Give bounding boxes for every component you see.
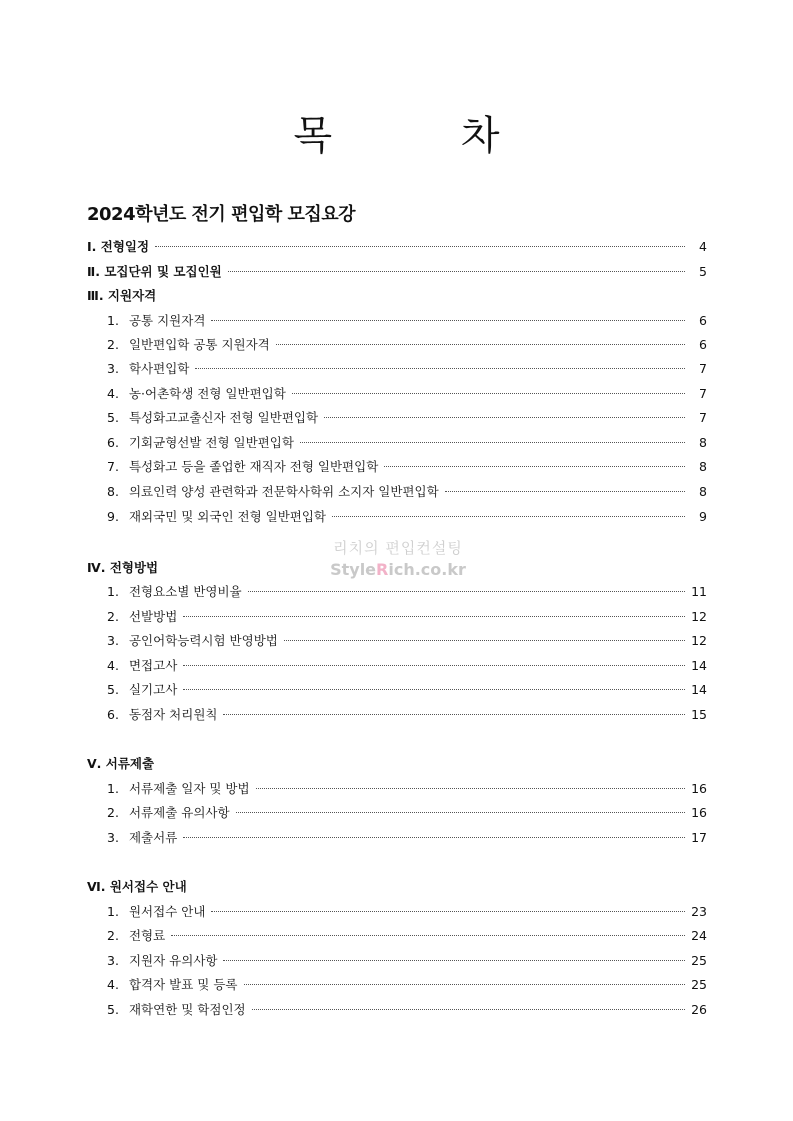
dot-leader: [171, 934, 685, 936]
toc-page-number: 17: [691, 830, 707, 845]
document-heading: 2024학년도 전기 편입학 모집요강: [87, 204, 356, 225]
toc-label: 1. 공통 지원자격: [107, 313, 206, 328]
dot-leader: [155, 245, 685, 247]
dot-leader: [292, 392, 685, 394]
toc-item[interactable]: [107, 408, 707, 428]
dot-leader: [211, 319, 685, 321]
toc-page-number: 25: [691, 953, 707, 968]
toc-label: 7. 특성화고 등을 졸업한 재직자 전형 일반편입학: [107, 459, 379, 474]
toc-item[interactable]: [107, 951, 707, 971]
dot-leader: [183, 615, 685, 617]
dot-leader: [300, 441, 685, 443]
dot-leader: [236, 811, 685, 813]
dot-leader: [244, 983, 685, 985]
toc-label: Ⅳ. 전형방법: [87, 560, 159, 575]
toc-page-number: 24: [691, 928, 707, 943]
toc-page-number: 9: [699, 509, 707, 524]
toc-label: 1. 서류제출 일자 및 방법: [107, 781, 250, 796]
toc-page-number: 25: [691, 977, 707, 992]
toc-label: 6. 동점자 처리원칙: [107, 707, 218, 722]
toc-item[interactable]: [107, 656, 707, 676]
dot-leader: [256, 787, 685, 789]
toc-item[interactable]: [107, 803, 707, 823]
toc-item[interactable]: [107, 1000, 707, 1020]
toc-page-number: 14: [691, 658, 707, 673]
toc-label: 1. 원서접수 안내: [107, 904, 206, 919]
toc-item[interactable]: [107, 582, 707, 602]
toc-label: 4. 합격자 발표 및 등록: [107, 977, 238, 992]
toc-page-number: 12: [691, 609, 707, 624]
toc-label: 3. 학사편입학: [107, 361, 190, 376]
toc-item[interactable]: [107, 457, 707, 477]
dot-leader: [332, 515, 685, 517]
toc-label: 2. 일반편입학 공통 지원자격: [107, 337, 270, 352]
dot-leader: [223, 713, 685, 715]
toc-page-number: 14: [691, 682, 707, 697]
toc-page-number: 6: [699, 337, 707, 352]
toc-label: 5. 특성화고교출신자 전형 일반편입학: [107, 410, 319, 425]
toc-section-schedule[interactable]: [87, 237, 707, 257]
dot-leader: [324, 416, 685, 418]
toc-item[interactable]: [107, 335, 707, 355]
toc-label: 3. 공인어학능력시험 반영방법: [107, 633, 278, 648]
toc-item[interactable]: [107, 926, 707, 946]
dot-leader: [183, 664, 685, 666]
toc-page-number: 8: [699, 435, 707, 450]
toc-item[interactable]: [107, 482, 707, 502]
toc-page-number: 8: [699, 459, 707, 474]
dot-leader: [276, 343, 685, 345]
toc-label: Ⅴ. 서류제출: [87, 756, 155, 771]
toc-page-number: 11: [691, 584, 707, 599]
toc-item[interactable]: [107, 359, 707, 379]
toc-page-number: 8: [699, 484, 707, 499]
toc-page-number: 16: [691, 805, 707, 820]
watermark-brand: StyleRich.co.kr: [330, 560, 466, 579]
toc-section-documents[interactable]: [87, 754, 707, 774]
dot-leader: [252, 1008, 685, 1010]
dot-leader: [211, 910, 685, 912]
toc-label: Ⅲ. 지원자격: [87, 288, 157, 303]
toc-item[interactable]: [107, 779, 707, 799]
toc-label: 2. 전형료: [107, 928, 166, 943]
toc-label: 5. 재학연한 및 학점인정: [107, 1002, 246, 1017]
toc-page-number: 15: [691, 707, 707, 722]
toc-item[interactable]: [107, 975, 707, 995]
toc-label: 6. 기회균형선발 전형 일반편입학: [107, 435, 294, 450]
toc-page-number: 5: [699, 264, 707, 279]
toc-page-number: 12: [691, 633, 707, 648]
toc-label: Ⅰ. 전형일정: [87, 239, 150, 254]
toc-item[interactable]: [107, 631, 707, 651]
dot-leader: [223, 959, 685, 961]
toc-page-number: 26: [691, 1002, 707, 1017]
dot-leader: [284, 639, 685, 641]
toc-label: 5. 실기고사: [107, 682, 178, 697]
toc-item[interactable]: [107, 828, 707, 848]
dot-leader: [183, 688, 685, 690]
watermark-slogan: 리치의 편입컨설팅: [333, 539, 463, 557]
toc-label: Ⅱ. 모집단위 및 모집인원: [87, 264, 222, 279]
toc-label: 4. 면접고사: [107, 658, 178, 673]
toc-item[interactable]: [107, 311, 707, 331]
toc-label: 9. 재외국민 및 외국인 전형 일반편입학: [107, 509, 327, 524]
toc-section-selection-method[interactable]: [87, 558, 707, 578]
toc-item[interactable]: [107, 902, 707, 922]
toc-page-number: 4: [699, 239, 707, 254]
toc-page-number: 16: [691, 781, 707, 796]
toc-page-number: 7: [699, 410, 707, 425]
toc-item[interactable]: [107, 705, 707, 725]
toc-label: 8. 의료인력 양성 관련학과 전문학사학위 소지자 일반편입학: [107, 484, 439, 499]
toc-item[interactable]: [107, 384, 707, 404]
toc-item[interactable]: [107, 607, 707, 627]
toc-item[interactable]: [107, 680, 707, 700]
toc-label: 4. 농·어촌학생 전형 일반편입학: [107, 386, 286, 401]
page-title: 목 차: [293, 113, 558, 159]
dot-leader: [248, 590, 685, 592]
toc-label: 1. 전형요소별 반영비율: [107, 584, 242, 599]
toc-label: Ⅵ. 원서접수 안내: [87, 879, 187, 894]
toc-page-number: 7: [699, 386, 707, 401]
dot-leader: [384, 465, 685, 467]
dot-leader: [445, 490, 685, 492]
toc-page-number: 6: [699, 313, 707, 328]
toc-section-application[interactable]: [87, 877, 707, 897]
toc-item[interactable]: [107, 433, 707, 453]
toc-section-recruitment[interactable]: [87, 262, 707, 282]
toc-page-number: 7: [699, 361, 707, 376]
toc-label: 2. 서류제출 유의사항: [107, 805, 230, 820]
toc-label: 2. 선발방법: [107, 609, 178, 624]
toc-page-number: 23: [691, 904, 707, 919]
toc-label: 3. 제출서류: [107, 830, 178, 845]
dot-leader: [195, 367, 685, 369]
toc-item[interactable]: [107, 507, 707, 527]
dot-leader: [183, 836, 685, 838]
toc-section-eligibility[interactable]: [87, 286, 707, 306]
toc-label: 3. 지원자 유의사항: [107, 953, 218, 968]
dot-leader: [228, 270, 685, 272]
